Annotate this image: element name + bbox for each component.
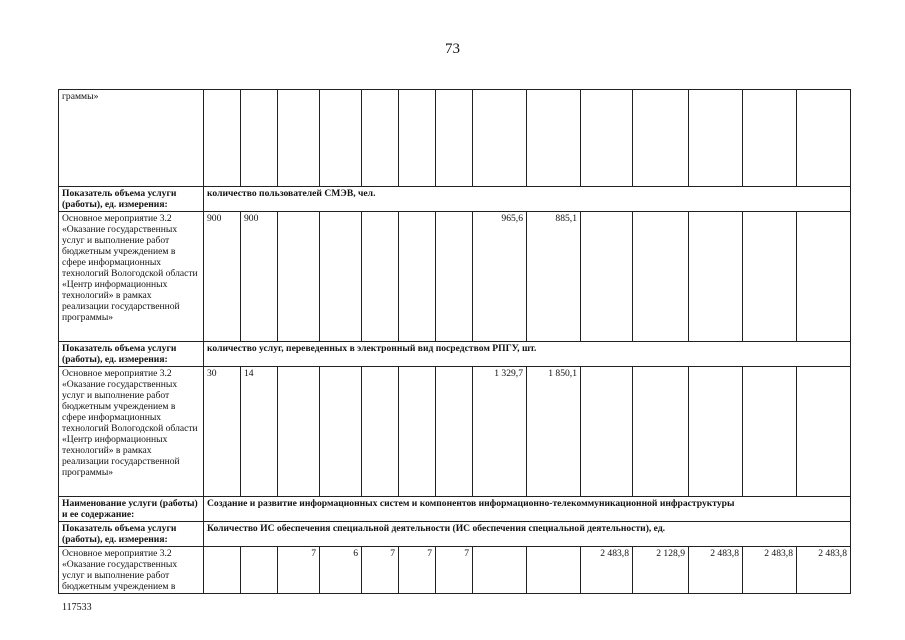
table-row (59, 212, 851, 342)
table-row (59, 187, 851, 212)
service-title: Создание и развитие информационных систем и компонентов информационно-телекоммуникационной инфраструктуры (204, 497, 851, 522)
row-label: Показатель объема услуги (работы), ед. измерения: (59, 342, 204, 367)
document-code: 117533 (62, 602, 92, 613)
table-cell: 1 329,7 (473, 367, 527, 497)
table-row (59, 90, 851, 187)
table-cell: 2 483,8 (689, 547, 743, 594)
indicator-title: количество пользователей СМЭВ, чел. (204, 187, 851, 212)
indicator-title: Количество ИС обеспечения специальной деятельности (ИС обеспечения специальной деятельности), ед. (204, 522, 851, 547)
table-cell: 7 (399, 547, 436, 594)
table-cell: 30 (204, 367, 241, 497)
row-label: Показатель объема услуги (работы), ед. измерения: (59, 187, 204, 212)
table-cell: 965,6 (473, 212, 527, 342)
table-row (59, 497, 851, 522)
row-label: Основное мероприятие 3.2 «Оказание государственных услуг и выполнение работ бюджетным учреждением в сфере информационных технологий Вологодской области «Центр информационных технологий» в рамках реализации государственной программы» (59, 367, 204, 497)
table-cell: 6 (320, 547, 362, 594)
table-cell: 900 (204, 212, 241, 342)
table-cell: 900 (241, 212, 278, 342)
row-label: граммы» (59, 90, 204, 187)
row-label: Наименование услуги (работы) и ее содержание: (59, 497, 204, 522)
table-cell: 2 128,9 (633, 547, 689, 594)
indicator-table (58, 89, 851, 594)
row-label: Основное мероприятие 3.2 «Оказание государственных услуг и выполнение работ бюджетным учреждением в (59, 547, 204, 594)
table-cell: 7 (362, 547, 399, 594)
table-cell: 2 483,8 (797, 547, 851, 594)
page-number: 73 (445, 41, 460, 57)
indicator-title: количество услуг, переведенных в электронный вид посредством РПГУ, шт. (204, 342, 851, 367)
table-row (59, 367, 851, 497)
table-cell: 14 (241, 367, 278, 497)
table-cell: 7 (278, 547, 320, 594)
table-row (59, 522, 851, 547)
row-label: Основное мероприятие 3.2 «Оказание государственных услуг и выполнение работ бюджетным учреждением в сфере информационных технологий Вологодской области «Центр информационных технологий» в рамках реализации государственной программы» (59, 212, 204, 342)
table-cell: 7 (436, 547, 473, 594)
table-cell: 2 483,8 (743, 547, 797, 594)
table-cell: 2 483,8 (581, 547, 633, 594)
table-cell: 1 850,1 (527, 367, 581, 497)
table-row (59, 547, 851, 594)
table-row (59, 342, 851, 367)
row-label: Показатель объема услуги (работы), ед. измерения: (59, 522, 204, 547)
table-cell: 885,1 (527, 212, 581, 342)
